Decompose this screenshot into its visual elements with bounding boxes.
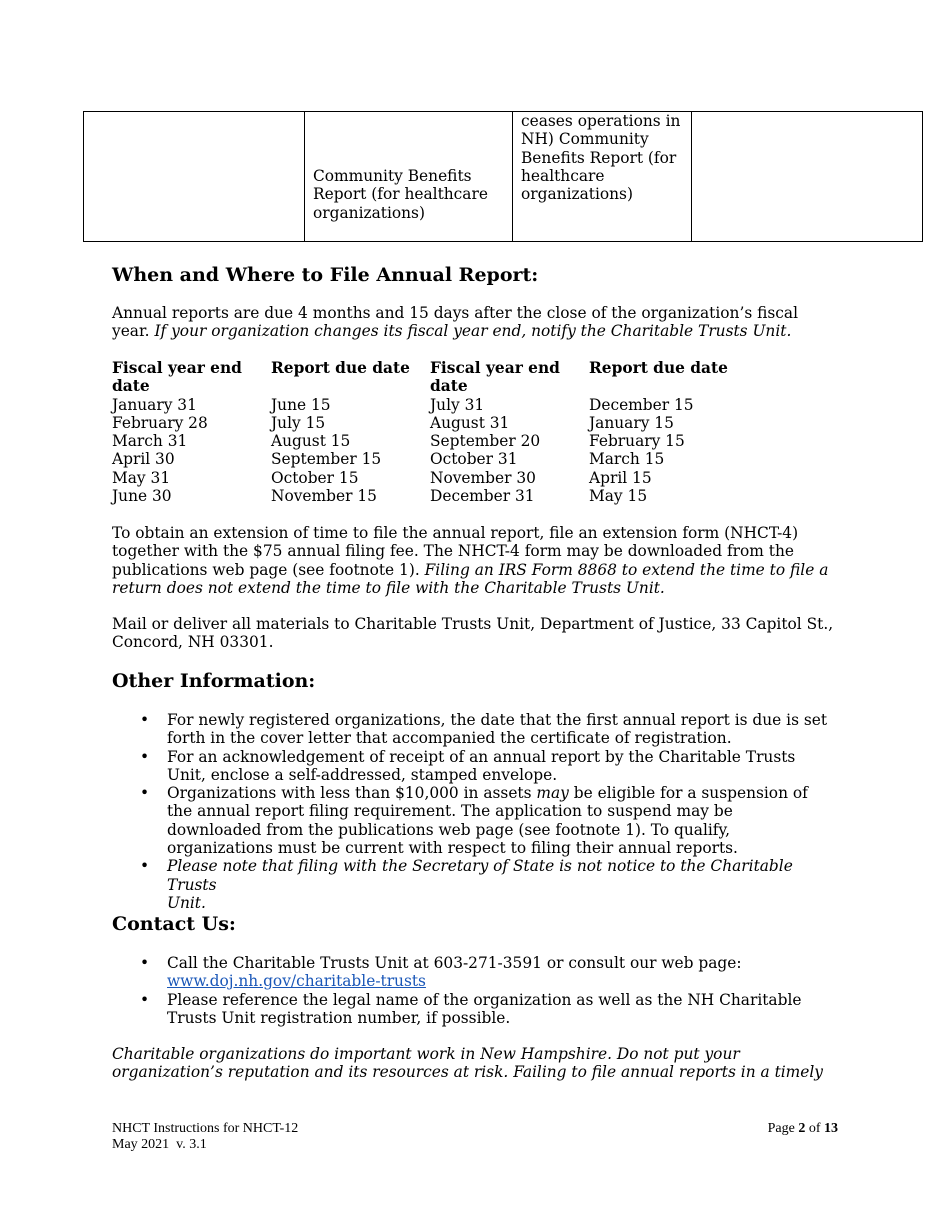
text-line: be eligible for a suspension of [568,784,808,803]
bullet-icon: • [140,784,150,803]
section-heading-other-info: Other Information: [112,670,316,692]
table-cell: November 30 [430,468,536,487]
table-cell: September 15 [271,450,382,469]
text-line: organization’s reputation and its resources at risk. Failing to file annual reports in a timely [112,1063,823,1082]
bullet-icon: • [140,711,150,729]
charitable-trusts-link[interactable]: www.doj.nh.gov/charitable-trusts [167,972,426,991]
text-line: organizations must be current with respect to filing their annual reports. [167,839,738,858]
emphasis: may [536,784,569,803]
column-header: Fiscal year end date [430,359,560,396]
text-line: Call the Charitable Trusts Unit at 603-271-3591 or consult our web page: [167,954,742,972]
column-header: Report due date [271,359,410,377]
list-item [140,711,840,748]
text-line: Organizations with less than $10,000 in assets [167,784,537,803]
text-line: For newly registered organizations, the date that the first annual report is due is set [167,711,828,729]
contact-list [140,954,840,1027]
text-line: For an acknowledgement of receipt of an annual report by the Charitable Trusts [167,747,796,766]
table-cell: August 15 [271,432,351,451]
footer-doc-title: NHCT Instructions for NHCT-12 [112,1121,299,1136]
table-cell: February 15 [589,432,685,451]
table-row [112,469,739,487]
text-line: Annual reports are due 4 months and 15 days after the close of the organization’s fiscal [112,304,799,322]
column-header: Report due date [589,359,728,377]
table-cell-1 [84,112,305,242]
table-cell: April 15 [589,468,652,487]
cell-text: in NH) [521,112,681,149]
table-row [112,432,739,450]
table-cell: October 31 [430,450,518,469]
table-row [112,487,739,505]
list-item [140,857,840,912]
text-line: Charitable organizations do important work in New Hampshire. Do not put your [112,1045,740,1063]
bullet-icon: • [140,857,150,876]
cell-text: Report (for healthcare [313,185,488,204]
table-cell: November 15 [271,487,377,506]
table-row [112,450,739,468]
text-line: If your organization changes its fiscal year end, notify the Charitable Trusts Unit. [154,322,792,341]
text-line: Unit. [167,893,206,912]
table-cell-4 [692,112,923,242]
table-header-row [112,359,739,396]
footer-of-word: of [805,1121,824,1136]
table-cell: March 15 [589,450,665,469]
table-cell: December 31 [430,487,535,506]
footer-page-word: Page [767,1121,799,1136]
due-date-table [112,359,739,505]
section-heading-contact: Contact Us: [112,913,236,935]
table-cell: April 30 [112,450,175,469]
bullet-icon: • [140,954,150,972]
table-cell: October 15 [271,468,359,487]
table-cell: May 31 [112,468,171,487]
text-line: forth in the cover letter that accompanied the certificate of registration. [167,729,732,748]
table-cell-2 [305,112,513,242]
column-header: Fiscal year end date [112,359,242,396]
cell-text: Community [558,130,649,149]
text-line: Filing an IRS Form 8868 to extend the time to file a [424,560,829,579]
text-line: Mail or deliver all materials to Charitable Trusts Unit, Department of Justice, 33 Capitol St., [112,615,834,633]
section-heading-when-where: When and Where to File Annual Report: [112,264,539,286]
continued-table [83,111,923,242]
table-cell: February 28 [112,413,208,432]
text-line: Please note that filing with the Secretary of State is not notice to the Charitable Trusts [167,857,793,894]
text-line: Please reference the legal name of the organization as well as the NH Charitable [167,990,802,1009]
text-line: Unit, enclose a self-addressed, stamped envelope. [167,765,558,784]
page-number: 2 [798,1121,806,1136]
text-line: the annual report filing requirement. The application to suspend may be [167,802,733,821]
list-item [140,784,840,857]
table-cell: January 31 [112,395,197,414]
intro-paragraph [112,304,847,341]
footer-left [112,1121,298,1153]
footer-page-number [768,1121,838,1137]
bullet-icon: • [140,990,150,1009]
extension-paragraph [112,524,847,597]
text-line: publications web page (see footnote 1). [112,560,425,579]
text-line: downloaded from the publications web page (see footnote 1). To qualify, [167,820,731,839]
cell-text: organizations) [521,185,633,204]
list-item [140,748,840,785]
table-cell: June 30 [112,487,172,506]
other-info-list [140,711,840,912]
table-cell: January 15 [589,413,674,432]
table-row [112,414,739,432]
text-line: together with the $75 annual filing fee. The NHCT-4 form may be downloaded from the [112,542,794,561]
bullet-icon: • [140,747,150,766]
text-line: year. [112,322,155,341]
table-cell: July 15 [271,413,326,432]
text-line: To obtain an extension of time to file the annual report, file an extension form (NHCT-4) [112,524,799,542]
cell-text: Benefits Report (for [521,148,677,167]
cell-text: healthcare [521,166,605,185]
table-cell: September 20 [430,432,541,451]
cell-text: organizations) [313,203,425,222]
footer-version: May 2021 v. 3.1 [112,1137,207,1152]
table-cell-3 [513,112,692,242]
page-total: 13 [824,1121,838,1136]
text-line: Trusts Unit registration number, if possible. [167,1008,511,1027]
cell-text: ceases operations [521,112,661,130]
table-cell: June 15 [271,395,331,414]
list-item [140,991,840,1028]
text-line: return does not extend the time to file with the Charitable Trusts Unit. [112,578,665,597]
cell-text: Community Benefits [313,167,472,185]
table-cell: August 31 [430,413,510,432]
table-row [112,396,739,414]
text-line: Concord, NH 03301. [112,633,274,652]
closing-paragraph [112,1045,847,1082]
table-cell: May 15 [589,487,648,506]
table-cell: December 15 [589,395,694,414]
mail-paragraph [112,615,847,652]
list-item [140,954,840,991]
table-cell: March 31 [112,432,188,451]
table-cell: July 31 [430,395,485,414]
